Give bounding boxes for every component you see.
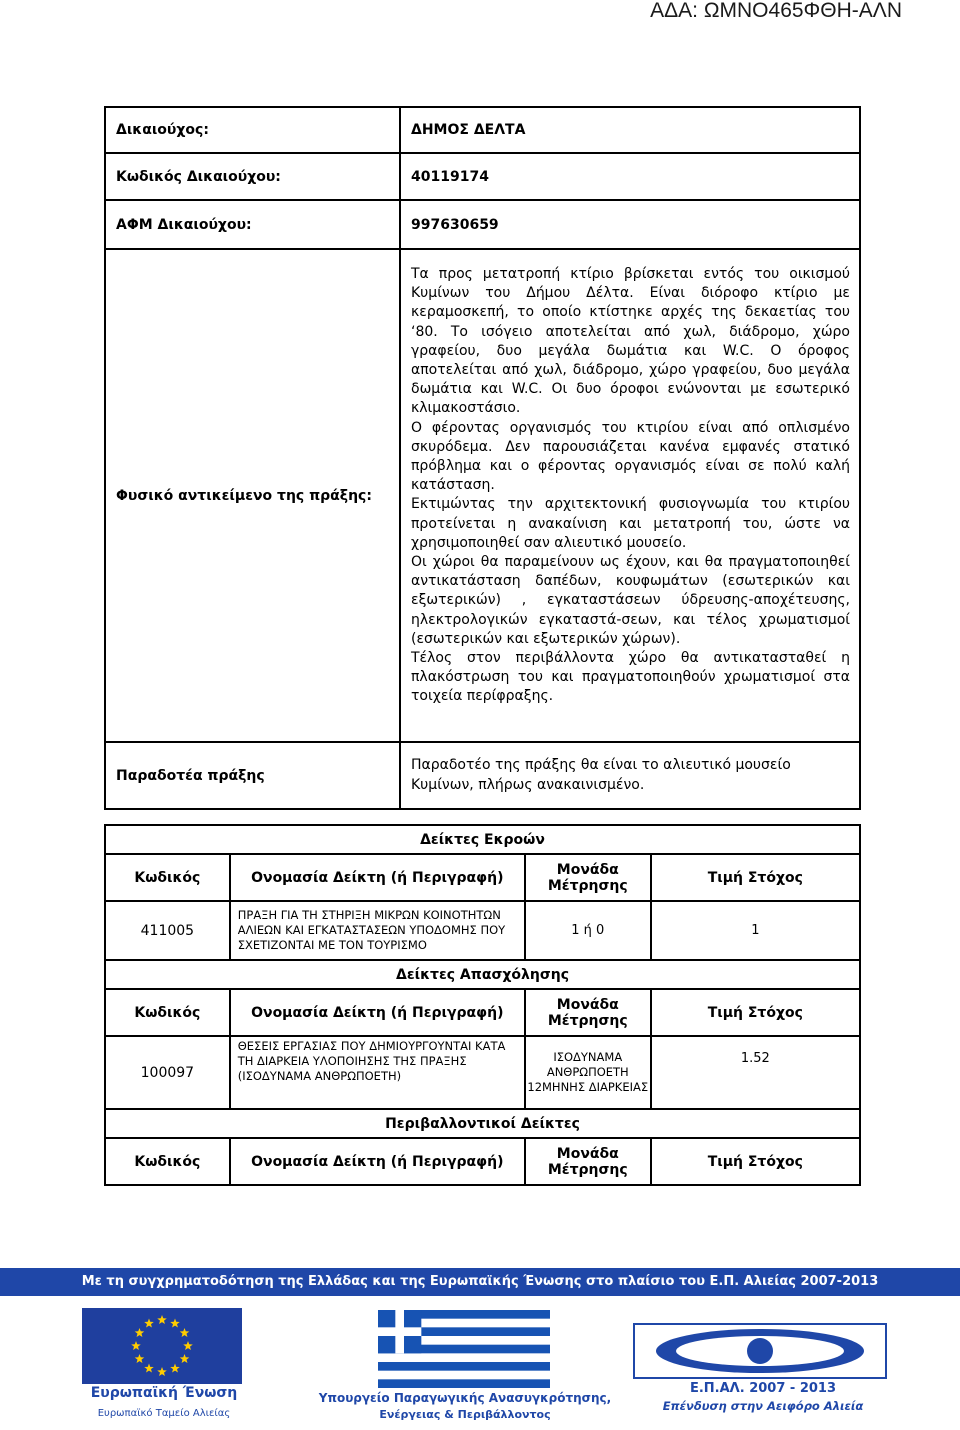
col-code-header: Κωδικός: [105, 1138, 230, 1185]
deliverables-value: Παραδοτέο της πράξης θα είναι το αλιευτικό μουσείο Κυμίνων, πλήρως ανακαινισμένο.: [400, 742, 860, 809]
col-name-header: Ονομασία Δείκτη (ή Περιγραφή): [230, 989, 525, 1036]
col-code-header: Κωδικός: [105, 854, 230, 901]
eu-subtitle: Ευρωπαϊκό Ταμείο Αλιείας: [97, 1408, 231, 1419]
col-name-header: Ονομασία Δείκτη (ή Περιγραφή): [230, 854, 525, 901]
output-name: ΠΡΑΞΗ ΓΙΑ ΤΗ ΣΤΗΡΙΞΗ ΜΙΚΡΩΝ ΚΟΙΝΟΤΗΤΩΝ ΑΛΙΕΩΝ ΚΑΙ ΕΓΚΑΤΑΣΤΑΣΕΩΝ ΥΠΟΔΟΜΗΣ ΠΟΥ ΣΧΕΤΙΖΟΝΤΑΙ ΜΕ ΤΟΝ ΤΟΥΡΙΣΜΟ: [230, 901, 525, 960]
beneficiary-row: [105, 107, 860, 153]
col-unit-header: Μονάδα Μέτρησης: [525, 854, 651, 901]
environmental-indicators-title: Περιβαλλοντικοί Δείκτες: [105, 1109, 860, 1138]
environmental-header-row: [105, 1138, 860, 1185]
epal-subtitle: Επένδυση στην Αειφόρο Αλιεία: [662, 1399, 864, 1413]
employment-section-row: [105, 960, 860, 989]
description-paragraph: Τέλος στον περιβάλλοντα χώρο θα αντικατασταθεί η πλακόστρωση του και πραγματοποιηθούν χρωματισμοί στα τοιχεία περίφραξης.: [411, 650, 850, 705]
col-target-header: Τιμή Στόχος: [651, 989, 860, 1036]
employment-data-row: [105, 1036, 860, 1109]
employment-unit: ΙΣΟΔΥΝΑΜΑ ΑΝΘΡΩΠΟΕΤΗ 12ΜΗΝΗΣ ΔΙΑΡΚΕΙΑΣ: [525, 1036, 651, 1109]
beneficiary-code-label: Κωδικός Δικαιούχου:: [105, 153, 400, 200]
col-unit-header: Μονάδα Μέτρησης: [525, 1138, 651, 1185]
output-header-row: [105, 854, 860, 901]
description-paragraph: Ο φέροντας οργανισμός του κτιρίου είναι από οπλισμένο σκυρόδεμα. Δεν παρουσιάζεται κανένα εμφανές στατικό πρόβλημα και ο φέροντας οργανισμός είναι σε πολύ καλή κατάσταση.: [411, 419, 850, 494]
description-paragraph: Οι χώροι θα παραμείνουν ως έχουν, και θα πραγματοποιηθεί αντικατάσταση δαπέδων, κουφωμάτων (εσωτερικών και εξωτερικών) , εγκαταστάσεων ύδρευσης-αποχέτευσης, ηλεκτρολογικών εγκαταστά-σεων, και τέλος χρωματισμοί (εσωτερικών και εξωτερικών χώρων).: [411, 554, 850, 647]
output-code: 411005: [105, 901, 230, 960]
eu-title: Ευρωπαϊκή Ένωση: [90, 1385, 238, 1401]
output-section-row: [105, 825, 860, 854]
employment-target: 1.52: [651, 1036, 860, 1109]
epal-logo-icon: [633, 1323, 887, 1379]
output-data-row: [105, 901, 860, 960]
physical-object-description: [400, 249, 860, 742]
beneficiary-code-value: 40119174: [400, 153, 860, 200]
employment-header-row: [105, 989, 860, 1036]
description-paragraph: Εκτιμώντας την αρχιτεκτονική φυσιογνωμία του κτιρίου προτείνεται η ανακαίνιση και μετατροπή του, ώστε να χρησιμοποιηθεί σαν αλιευτικό μουσείο.: [411, 496, 850, 551]
physical-object-label: Φυσικό αντικείμενο της πράξης:: [105, 249, 400, 742]
afm-label: ΑΦΜ Δικαιούχου:: [105, 200, 400, 249]
ministry-name-line1: Υπουργείο Παραγωγικής Ανασυγκρότησης,: [318, 1391, 612, 1405]
physical-object-row: [105, 249, 860, 742]
beneficiary-value: ΔΗΜΟΣ ΔΕΛΤΑ: [400, 107, 860, 153]
beneficiary-info-table: [104, 106, 861, 810]
employment-code: 100097: [105, 1036, 230, 1109]
epal-title: Ε.Π.ΑΛ. 2007 - 2013: [689, 1381, 837, 1396]
col-unit-header: Μονάδα Μέτρησης: [525, 989, 651, 1036]
col-target-header: Τιμή Στόχος: [651, 1138, 860, 1185]
indicators-table: [104, 824, 861, 1186]
beneficiary-code-row: [105, 153, 860, 200]
environmental-section-row: [105, 1109, 860, 1138]
afm-value: 997630659: [400, 200, 860, 249]
employment-name: ΘΕΣΕΙΣ ΕΡΓΑΣΙΑΣ ΠΟΥ ΔΗΜΙΟΥΡΓΟΥΝΤΑΙ ΚΑΤΑ ΤΗ ΔΙΑΡΚΕΙΑ ΥΛΟΠΟΙΗΣΗΣ ΤΗΣ ΠΡΑΞΗΣ (ΙΣΟΔΥΝΑΜΑ ΑΝΘΡΩΠΟΕΤΗ): [230, 1036, 525, 1109]
deliverables-label: Παραδοτέα πράξης: [105, 742, 400, 809]
deliverables-row: [105, 742, 860, 809]
beneficiary-label: Δικαιούχος:: [105, 107, 400, 153]
description-paragraph: Τα προς μετατροπή κτίριο βρίσκεται εντός του οικισμού Κυμίνων του Δήμου Δέλτα. Είναι διόροφο κτίριο με κεραμοσκεπή, το οποίο κτίστηκε αρχές της δεκαετίας του ‘80. Το ισόγειο αποτελείται από χωλ, διάδρομο, χώρο γραφείου, δυο μεγάλα δωμάτια και W.C. Ο όροφος αποτελείται από χωλ, διάδρομο, χώρο γραφείου, δυο μεγάλα δωμάτια και W.C. Οι δυο όροφοι ενώνονται με εσωτερικό κλιμακοστάσιο.: [411, 266, 850, 417]
employment-indicators-title: Δείκτες Απασχόλησης: [105, 960, 860, 989]
output-indicators-title: Δείκτες Εκροών: [105, 825, 860, 854]
output-target: 1: [651, 901, 860, 960]
eu-flag-icon: [82, 1308, 242, 1384]
ada-code: ΑΔΑ: ΩΜΝΟ465ΦΘΗ-ΑΛΝ: [650, 0, 902, 22]
afm-row: [105, 200, 860, 249]
ministry-name-line2: Ενέργειας & Περιβάλλοντος: [379, 1408, 551, 1421]
greek-flag-icon: [378, 1310, 550, 1388]
col-name-header: Ονομασία Δείκτη (ή Περιγραφή): [230, 1138, 525, 1185]
col-target-header: Τιμή Στόχος: [651, 854, 860, 901]
output-unit: 1 ή 0: [525, 901, 651, 960]
cofunding-banner: Με τη συγχρηματοδότηση της Ελλάδας και της Ευρωπαϊκής Ένωσης στο πλαίσιο του Ε.Π. Αλιείας 2007-2013: [0, 1268, 960, 1296]
col-code-header: Κωδικός: [105, 989, 230, 1036]
